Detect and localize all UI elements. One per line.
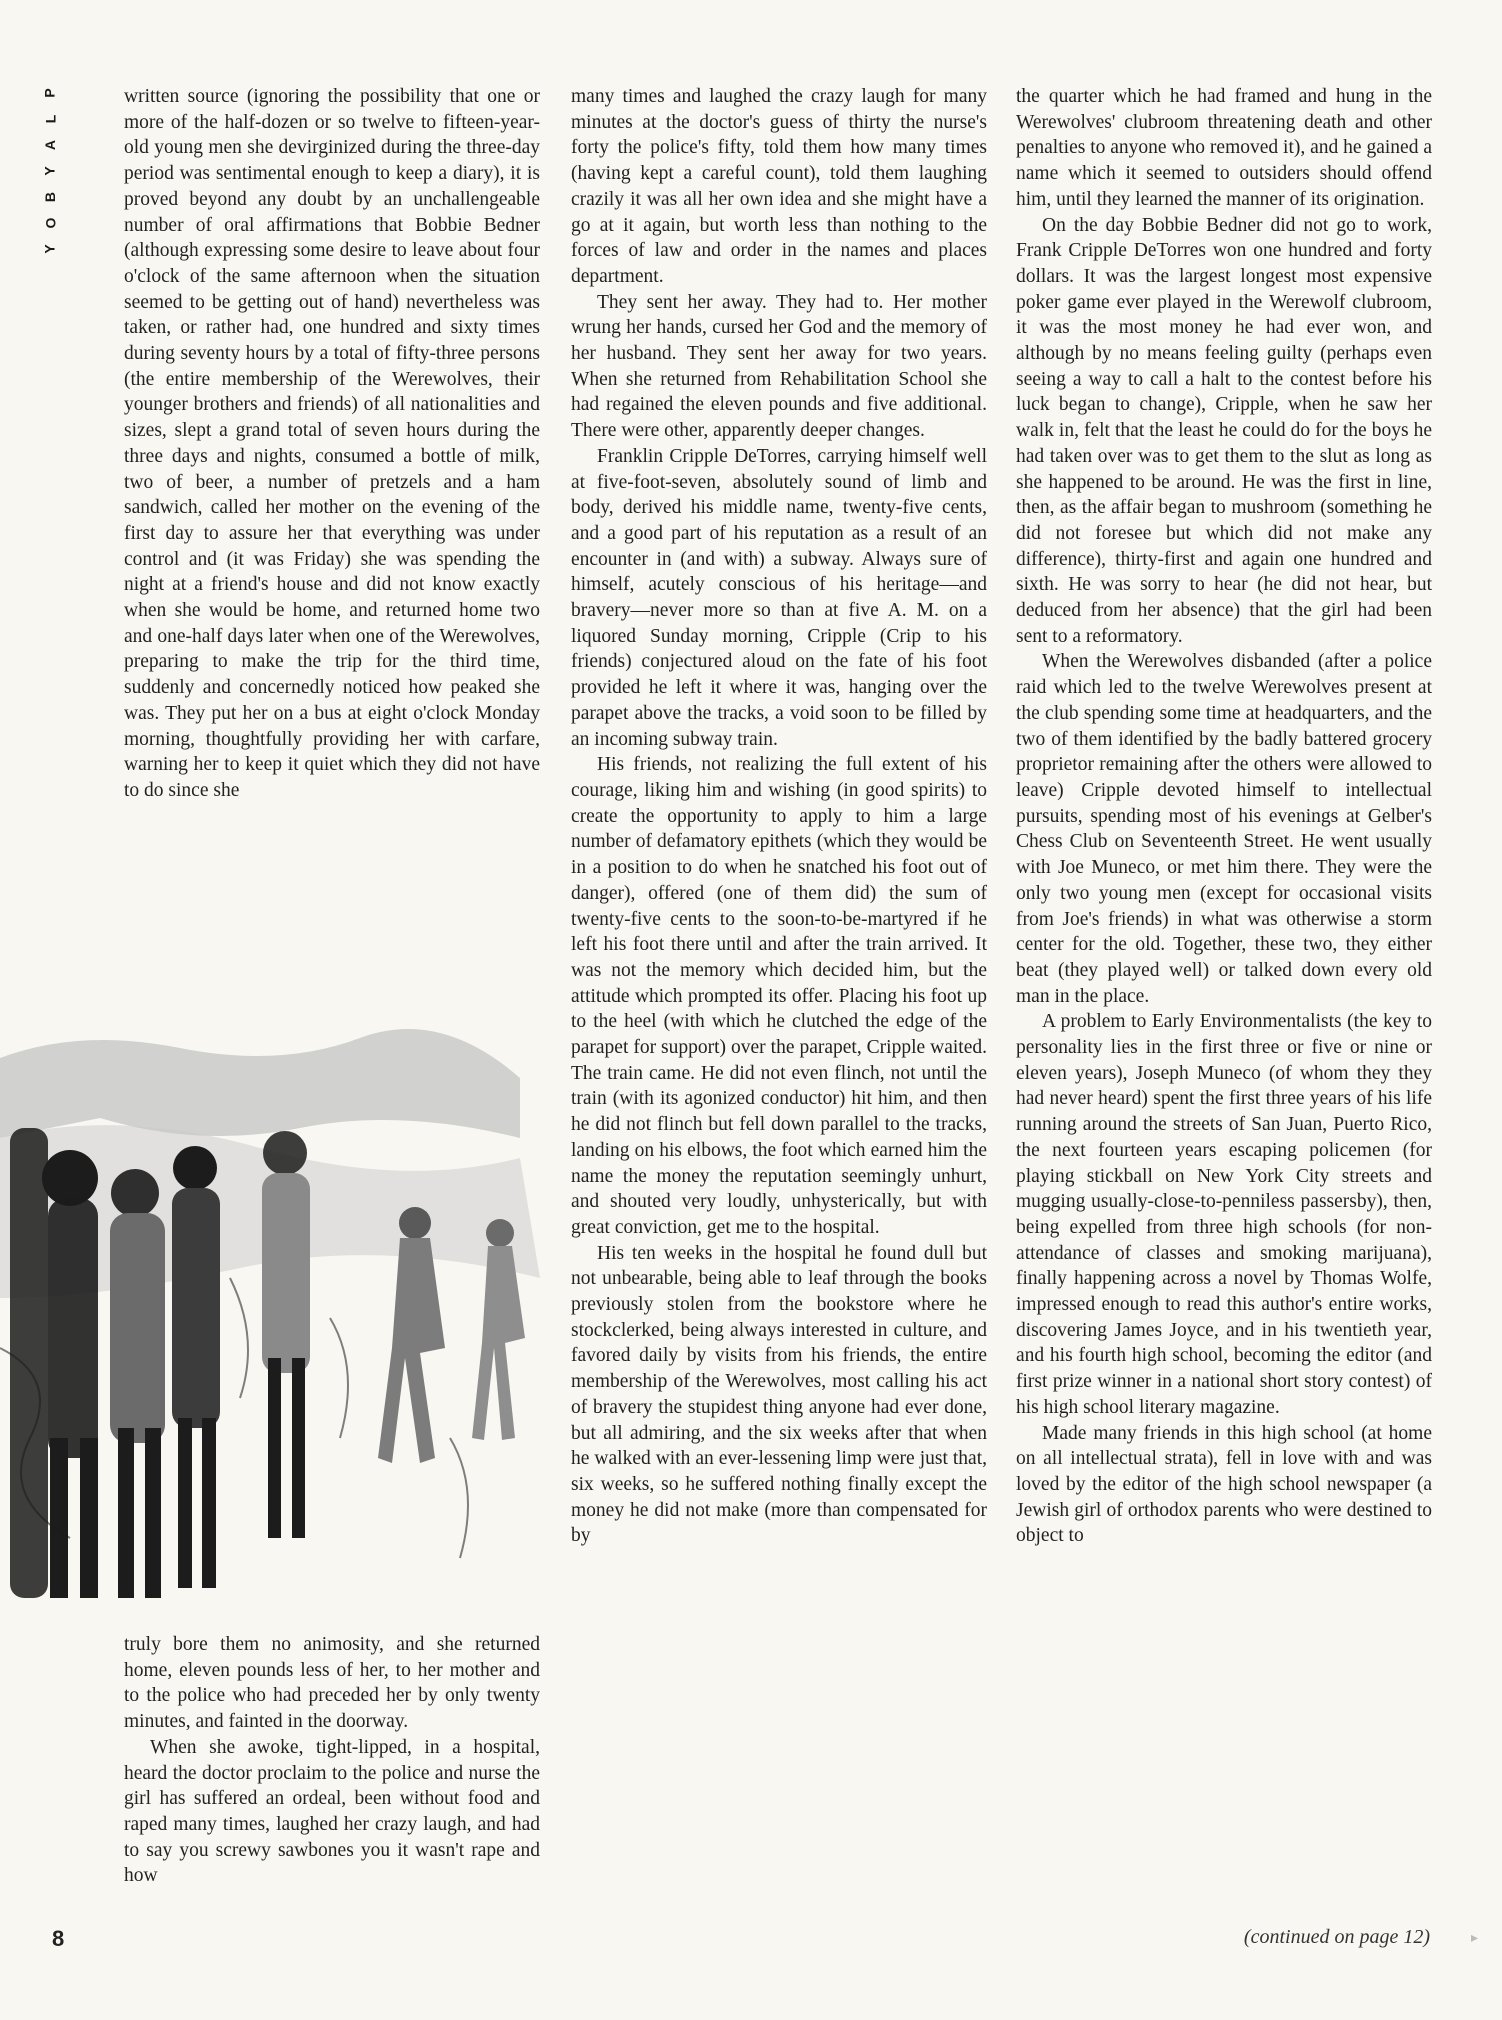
page-number: 8 [52,1926,65,1951]
paragraph: many times and laughed the crazy laugh for many minutes at the doctor's guess of thirty the nurse's forty the police's fifty, told them how many times (having kept a careful count), told them laughing crazily it was all her own idea and she might have a go at it again, but worth less than nothing to the forces of law and order in the names and places department. [571,86,987,287]
paragraph: Made many friends in this high school (at home on all intellectual strata), fell in love with and was loved by the editor of the high school newspaper (a Jewish girl of orthodox parents who were destined to object to [1016,1422,1432,1547]
masthead-letter: O [41,217,58,229]
paragraph: When she awoke, tight-lipped, in a hospital, heard the doctor proclaim to the police and nurse the girl has suffered an ordeal, been without food and raped many times, laughed her crazy laugh, and had to say you screwy sawbones you it wasn't rape and how [124,1736,540,1887]
paragraph: They sent her away. They had to. Her mother wrung her hands, cursed her God and the memory of her husband. They sent her away for two years. When she returned from Rehabilitation School she had regained the eleven pounds and five additional. There were other, apparently deeper changes. [571,291,987,442]
column-1-top [124,84,540,804]
column-1-bottom [124,1632,540,1889]
paragraph: written source (ignoring the possibility that one or more of the half-dozen or so twelve to fifteen-year-old young men she devirginized during the three-day period was sentimental enough to keep a diary), it is proved beyond any doubt by an unchallengeable number of oral affirmations that Bobbie Bedner (although expressing some desire to leave about four o'clock of the same afternoon when the situation seemed to be getting out of hand) nevertheless was taken, or rather had, one hundred and sixty times during seventy hours by a total of fifty-three persons (the entire membership of the Werewolves, their younger brothers and friends) of all nationalities and sizes, slept a grand total of seven hours during the three days and nights, consumed a bottle of milk, two of beer, a number of pretzels and a ham sandwich, called her mother on the evening of the first day to assure her that everything was under control and (it was Friday) she was spending the night at a friend's house and did not know exactly when she would be home, and returned home two and one-half days later when one of the Werewolves, preparing to make the trip for the third time, suddenly and concernedly noticed how peaked she was. They put her on a bus at eight o'clock Monday morning, thoughtfully providing her with carfare, warning her to keep it quiet which they did not have to do since she [124,86,540,801]
masthead-letter: B [42,191,58,203]
column-3 [1016,84,1432,1549]
continued-note: (continued on page 12) [1243,1926,1430,1948]
paragraph: the quarter which he had framed and hung in the Werewolves' clubroom threatening death and other penalties to anyone who removed it), and he gained a name which it seemed to outsiders should offend him, until they learned the manner of its origination. [1016,86,1432,210]
masthead [30,80,70,262]
paragraph: His friends, not realizing the full extent of his courage, liking him and wishing (in good spirits) to create the opportunity to apply to him a large number of defamatory epithets (which they would be in a position to do when he snatched his foot out of danger), offered (one of them did) the sum of twenty-five cents to the soon-to-be-martyred if he left his foot there until and after the train arrived. It was not the memory which decided him, but the attitude which prompted its offer. Placing his foot up to the heel (with which he clutched the edge of the parapet for support) over the parapet, Cripple waited. The train came. He did not even flinch, not until the train (with its agonized conductor) hit him, and then he did not flinch but fell down parallel to the tracks, landing on his elbows, the foot which earned him the name the money the reputation seemingly unhurt, and shouted very loudly, unhysterically, but with great conviction, get me to the hospital. [571,754,987,1238]
paragraph: His ten weeks in the hospital he found dull but not unbearable, being able to leaf through the books previously stolen from the bookstore where he stockclerked, being always interested in culture, and favored daily by visits from his friends, the entire membership of the Werewolves, most calling his act of bravery the stupidest thing anyone had ever done, but all admiring, and the six weeks after that when he walked with an ever-lessening limp were just that, six weeks, so he suffered nothing finally except the money he did not make (more than compensated for by [571,1242,987,1547]
masthead-letter: A [42,139,58,151]
ink-wash-crowd-illustration [0,1018,560,1618]
masthead-letter: Y [42,244,58,254]
column-2 [571,84,987,1549]
masthead-letter: P [42,88,58,98]
paragraph: truly bore them no animosity, and she returned home, eleven pounds less of her, to her mother and to the police who had preceded her by only twenty minutes, and fainted in the doorway. [124,1634,540,1733]
continue-arrow-icon: ▸ [1470,1931,1478,1946]
masthead-letter: Y [42,166,58,176]
paragraph: On the day Bobbie Bedner did not go to work, Frank Cripple DeTorres won one hundred and forty dollars. It was the largest longest most expensive poker game ever played in the Werewolf clubroom, it was the most money he had ever won, and although by no means feeling guilty (perhaps even seeing a way to call a halt to the contest before his luck began to change), Cripple, when he saw her walk in, felt that the least he could do for the boys he had taken over was to get them to the slut as long as she happened to be around. He was the first in line, then, as the affair began to mushroom (something he did not foresee but which did not make any difference), thirty-first and again one hundred and sixth. He was sorry to hear (he did not hear, but deduced from her absence) that the girl had been sent to a reformatory. [1016,214,1432,647]
paragraph: Franklin Cripple DeTorres, carrying himself well at five-foot-seven, absolutely sound of limb and body, derived his middle name, twenty-five cents, and a good part of his reputation as a result of an encounter in (and with) a subway. Always sure of himself, acutely conscious of his heritage—and bravery—never more so than at five A. M. on a liquored Sunday morning, Cripple (Crip to his friends) conjectured aloud on the fate of his foot provided he left it where it was, hanging over the parapet above the tracks, a void soon to be filled by an incoming subway train. [571,445,987,750]
masthead-letter: L [42,114,58,124]
paragraph: When the Werewolves disbanded (after a police raid which led to the twelve Werewolves present at the club spending some time at headquarters, and the two of them identified by the badly battered grocery proprietor remaining after the others were allowed to leave) Cripple devoted himself to intellectual pursuits, spending most of his evenings at Gelber's Chess Club on Seventeenth Street. He went usually with Joe Muneco, or met him there. They were the only two young men (except for occasional visits from Joe's friends) in what was otherwise a storm center for the old. Together, these two, they either beat (they played well) or talked down every old man in the place. [1016,651,1432,1007]
paragraph: A problem to Early Environmentalists (the key to personality lies in the first three or five or nine or eleven years), Joseph Muneco (of whom they they had never heard) spent the first three years of his life running around the streets of San Juan, Puerto Rico, the next fourteen years escaping policemen (for playing stickball on New York City streets and mugging usually-close-to-penniless passersby), then, being expelled from three high schools (for non-attendance of classes and smoking marijuana), finally happening across a novel by Thomas Wolfe, impressed enough to read this author's entire works, discovering James Joyce, and in his twentieth year, and his fourth high school, becoming the editor (and first prize winner in a national short story contest) of his high school literary magazine. [1016,1011,1432,1418]
